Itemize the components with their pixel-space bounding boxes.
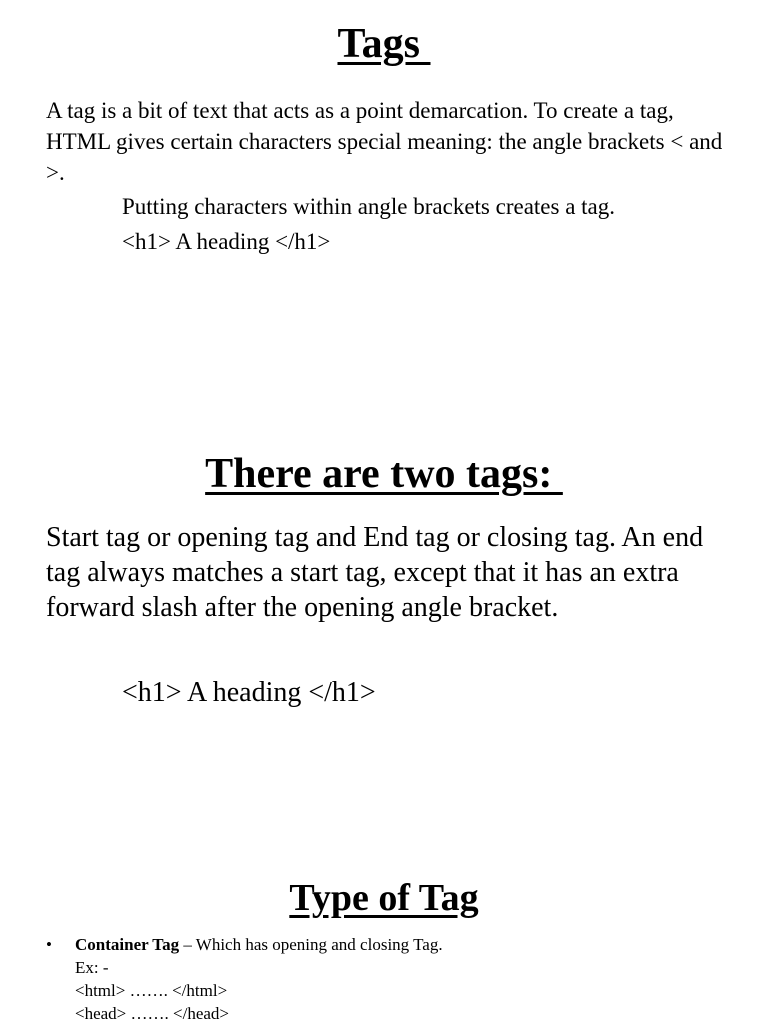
section-title-type-of-tag: Type of Tag (289, 877, 479, 919)
tags-indented-line: Putting characters within angle brackets creates a tag. (122, 194, 616, 219)
two-tags-code-example: <h1> A heading </h1> (122, 677, 376, 708)
container-tag-description: – Which has opening and closing Tag. (179, 935, 443, 954)
ex-label: Ex: - (75, 958, 109, 977)
type-of-tag-list (46, 933, 746, 1025)
example-line: <head> ……. </head> (75, 1004, 230, 1023)
bullet-icon: • (46, 935, 52, 954)
list-item-body (75, 933, 746, 1025)
tags-code-example: <h1> A heading </h1> (122, 229, 331, 254)
two-tags-paragraph: Start tag or opening tag and End tag or closing tag. An end tag always matches a start tag, except that it has an extra forward slash after the opening angle bracket. (46, 522, 704, 623)
section-title-two-tags: There are two tags: (205, 451, 563, 497)
list-item (46, 933, 746, 1025)
container-tag-term: Container Tag (75, 935, 180, 954)
section-title-tags: Tags (337, 21, 431, 67)
example-line: <html> ……. </html> (75, 981, 228, 1000)
tags-definition-paragraph: A tag is a bit of text that acts as a point demarcation. To create a tag, HTML gives certain characters special meaning: the angle brackets < and >. (46, 98, 723, 185)
container-tag-line (75, 933, 746, 956)
